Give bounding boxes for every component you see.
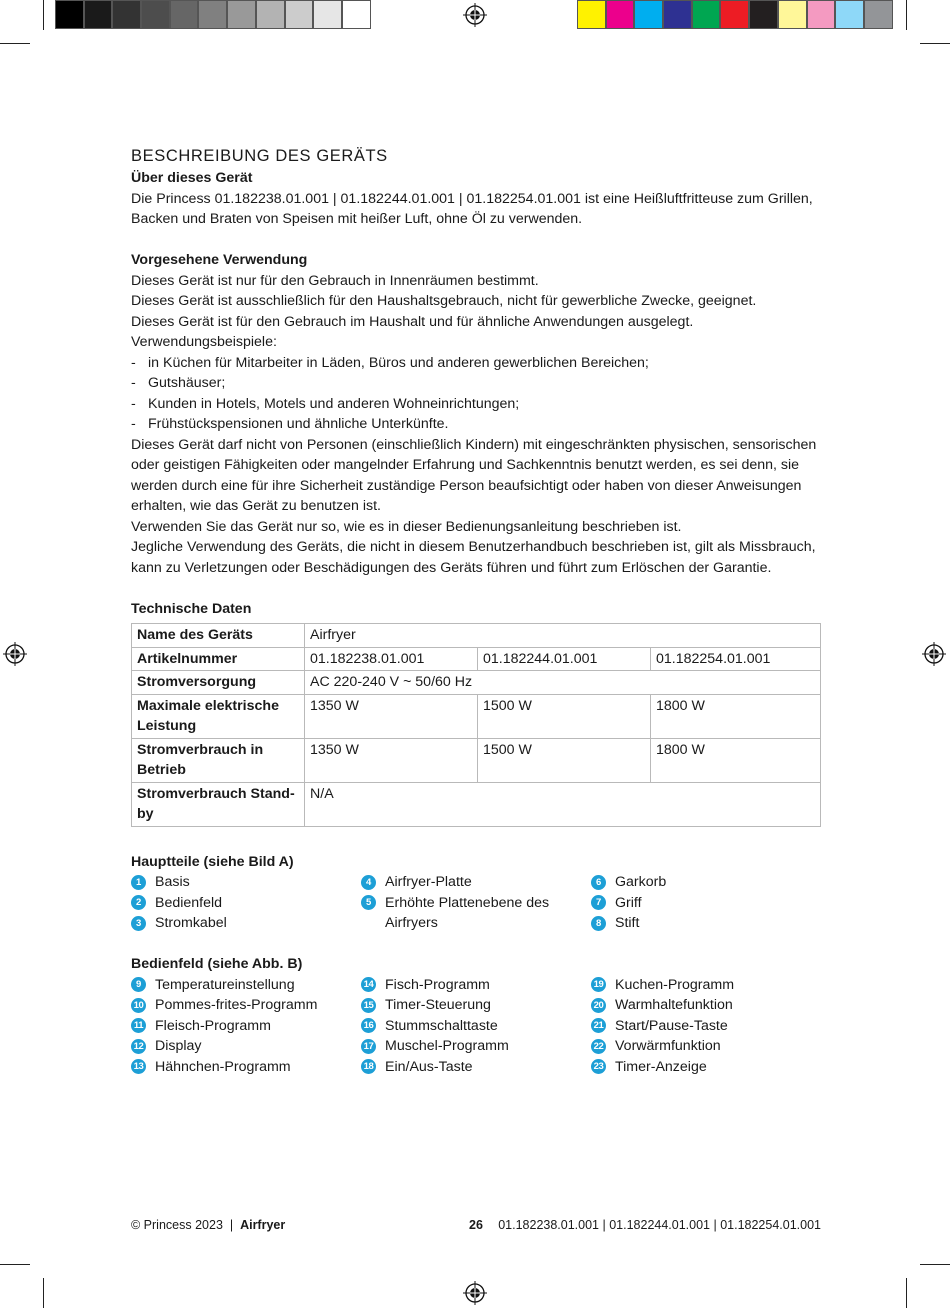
table-row	[132, 647, 821, 671]
table-cell: 1800 W	[651, 694, 821, 738]
table-cell-label: Stromversorgung	[132, 671, 305, 695]
crop-mark	[906, 0, 907, 30]
color-swatch	[606, 0, 635, 29]
table-cell-label: Artikelnummer	[132, 647, 305, 671]
number-badge-icon: 19	[591, 977, 606, 992]
registration-mark-icon	[463, 3, 487, 27]
list-item-label: Start/Pause-Taste	[615, 1017, 728, 1034]
list-item	[361, 1036, 591, 1057]
list-item	[591, 1057, 821, 1078]
table-cell: 1800 W	[651, 738, 821, 782]
list-item-label: Hähnchen-Programm	[155, 1058, 291, 1075]
list-item	[591, 893, 821, 914]
usage-line: Dieses Gerät ist ausschließlich für den Haushaltsgebrauch, nicht für gewerbliche Zwecke, geeignet.	[131, 293, 757, 309]
list-item	[131, 913, 361, 934]
parts-column	[591, 975, 821, 1078]
list-item-label: Pommes-frites-Programm	[155, 997, 318, 1013]
list-item	[131, 1016, 361, 1037]
color-swatch	[778, 0, 807, 29]
number-badge-icon: 5	[361, 895, 376, 910]
list-item	[131, 1057, 361, 1078]
registration-mark-icon	[463, 1281, 487, 1305]
list-item-label: Vorwärmfunktion	[615, 1038, 721, 1054]
list-item	[361, 995, 591, 1016]
table-cell: 1500 W	[478, 694, 651, 738]
color-swatch	[864, 0, 893, 29]
number-badge-icon: 3	[131, 916, 146, 931]
list-item-label: Bedienfeld	[155, 894, 223, 911]
footer-article-numbers: 01.182238.01.001 | 01.182244.01.001 | 01.182254.01.001	[498, 1218, 821, 1232]
number-badge-icon: 10	[131, 998, 146, 1013]
tech-heading: Technische Daten	[131, 600, 252, 617]
table-cell: N/A	[305, 782, 821, 826]
table-cell-label: Stromverbrauch Stand-by	[132, 782, 305, 826]
usage-heading: Vorgesehene Verwendung	[131, 252, 308, 268]
number-badge-icon: 4	[361, 875, 376, 890]
list-item-label: Warmhaltefunktion	[615, 997, 733, 1013]
color-swatch	[198, 0, 227, 29]
table-cell: 1500 W	[478, 738, 651, 782]
number-badge-icon: 11	[131, 1018, 146, 1033]
color-swatch	[692, 0, 721, 29]
usage-line: Verwendungsbeispiele:	[131, 334, 277, 350]
color-swatch	[313, 0, 342, 29]
color-swatch	[55, 0, 84, 29]
color-swatch	[285, 0, 314, 29]
list-item-label: Kuchen-Programm	[615, 976, 735, 993]
crop-mark	[43, 1278, 44, 1308]
color-swatch	[227, 0, 256, 29]
list-item	[361, 1016, 591, 1037]
main-parts-list	[131, 872, 821, 934]
table-row	[132, 782, 821, 826]
table-row	[132, 671, 821, 695]
usage-example: - Frühstückspensionen und ähnliche Unterkünfte.	[131, 416, 449, 432]
list-item	[591, 975, 821, 996]
number-badge-icon: 20	[591, 998, 606, 1013]
list-item	[591, 913, 821, 934]
list-item	[131, 893, 361, 914]
list-item	[591, 995, 821, 1016]
table-row	[132, 738, 821, 782]
number-badge-icon: 1	[131, 875, 146, 890]
table-cell: 1350 W	[305, 694, 478, 738]
number-badge-icon: 21	[591, 1018, 606, 1033]
registration-mark-icon	[3, 642, 27, 666]
parts-column	[131, 872, 361, 934]
color-swatch	[835, 0, 864, 29]
table-cell: 01.182244.01.001	[478, 647, 651, 671]
registration-mark-icon	[922, 642, 946, 666]
color-swatch	[634, 0, 663, 29]
list-item	[131, 1036, 361, 1057]
list-item-label: Fleisch-Programm	[155, 1017, 271, 1034]
list-item-label: Timer-Steuerung	[385, 997, 491, 1013]
color-swatch	[749, 0, 778, 29]
table-cell-label: Name des Geräts	[132, 624, 305, 648]
color-swatch	[807, 0, 836, 29]
parts-column	[361, 975, 591, 1078]
footer-copyright: © Princess 2023 | Airfryer	[131, 1218, 286, 1232]
number-badge-icon: 8	[591, 916, 606, 931]
number-badge-icon: 15	[361, 998, 376, 1013]
page-content	[131, 146, 821, 1077]
table-row	[132, 694, 821, 738]
list-item-label: Temperatureinstellung	[155, 976, 295, 993]
crop-mark	[0, 43, 30, 44]
color-swatch	[141, 0, 170, 29]
usage-example: - Gutshäuser;	[131, 375, 226, 391]
number-badge-icon: 18	[361, 1059, 376, 1074]
list-item	[131, 995, 361, 1016]
list-item	[361, 1057, 591, 1078]
list-item-label: Stift	[615, 915, 640, 931]
control-panel-list	[131, 975, 821, 1078]
list-item	[361, 893, 591, 934]
color-swatch	[342, 0, 371, 29]
table-cell: AC 220-240 V ~ 50/60 Hz	[305, 671, 821, 695]
number-badge-icon: 6	[591, 875, 606, 890]
list-item	[591, 872, 821, 893]
list-item	[131, 872, 361, 893]
number-badge-icon: 23	[591, 1059, 606, 1074]
list-item-label: Stromkabel	[155, 915, 227, 931]
table-row	[132, 624, 821, 648]
crop-mark	[920, 1264, 950, 1265]
grayscale-color-bar	[55, 0, 371, 29]
list-item-label: Erhöhte Plattenebene des Airfryers	[385, 894, 550, 931]
color-swatch	[663, 0, 692, 29]
table-cell: Airfryer	[305, 624, 821, 648]
list-item-label: Fisch-Programm	[385, 976, 490, 993]
usage-example: - in Küchen für Mitarbeiter in Läden, Büros und anderen gewerblichen Bereichen;	[131, 354, 649, 371]
section-title: BESCHREIBUNG DES GERÄTS	[131, 147, 388, 165]
list-item-label: Basis	[155, 874, 190, 890]
table-cell: 1350 W	[305, 738, 478, 782]
color-swatch	[256, 0, 285, 29]
usage-paragraph: Verwenden Sie das Gerät nur so, wie es in dieser Bedienungsanleitung beschrieben ist.	[131, 518, 682, 535]
list-item-label: Ein/Aus-Taste	[385, 1058, 473, 1075]
main-parts-heading: Hauptteile (siehe Bild A)	[131, 853, 294, 870]
table-cell-label: Maximale elektrische Leistung	[132, 694, 305, 738]
control-panel-heading: Bedienfeld (siehe Abb. B)	[131, 956, 303, 972]
list-item	[361, 975, 591, 996]
list-item-label: Garkorb	[615, 874, 667, 890]
about-heading: Über dieses Gerät	[131, 170, 253, 186]
number-badge-icon: 12	[131, 1039, 146, 1054]
crop-mark	[906, 1278, 907, 1308]
list-item	[131, 975, 361, 996]
color-swatch	[112, 0, 141, 29]
crop-mark	[0, 1264, 30, 1265]
number-badge-icon: 2	[131, 895, 146, 910]
number-badge-icon: 7	[591, 895, 606, 910]
list-item	[591, 1016, 821, 1037]
color-swatch	[720, 0, 749, 29]
number-badge-icon: 9	[131, 977, 146, 992]
page-number: 26	[469, 1218, 483, 1232]
parts-column	[591, 872, 821, 934]
list-item-label: Stummschalttaste	[385, 1017, 498, 1034]
usage-paragraph: Jegliche Verwendung des Geräts, die nicht in diesem Benutzerhandbuch beschrieben ist, gilt als Missbrauch, kann zu Verletzungen oder Beschädigungen des Geräts führen und führt zum Erlöschen der Garantie.	[131, 539, 816, 576]
number-badge-icon: 16	[361, 1018, 376, 1033]
color-swatch	[577, 0, 606, 29]
list-item-label: Muschel-Programm	[385, 1038, 509, 1054]
process-color-bar	[577, 0, 893, 29]
parts-column	[131, 975, 361, 1078]
number-badge-icon: 17	[361, 1039, 376, 1054]
number-badge-icon: 22	[591, 1039, 606, 1054]
usage-line: Dieses Gerät ist für den Gebrauch im Haushalt und für ähnliche Anwendungen ausgelegt.	[131, 313, 694, 330]
list-item-label: Griff	[615, 894, 642, 911]
number-badge-icon: 14	[361, 977, 376, 992]
usage-example: - Kunden in Hotels, Motels und anderen Wohneinrichtungen;	[131, 395, 520, 412]
usage-paragraph: Dieses Gerät darf nicht von Personen (einschließlich Kindern) mit eingeschränkten physischen, sensorischen oder geistigen Fähigkeiten oder mangelnder Erfahrung und Sachkenntnis benutzt werden, es sei denn, sie werden durch eine für ihre Sicherheit zuständige Person beaufsichtigt oder haben von dieser Anweisungen erhalten, wie das Gerät zu benutzen ist.	[131, 436, 817, 514]
crop-mark	[43, 0, 44, 30]
table-cell: 01.182238.01.001	[305, 647, 478, 671]
tech-specs-table	[131, 623, 821, 827]
table-cell: 01.182254.01.001	[651, 647, 821, 671]
usage-line: Dieses Gerät ist nur für den Gebrauch in Innenräumen bestimmt.	[131, 272, 539, 289]
list-item	[361, 872, 591, 893]
parts-column	[361, 872, 591, 934]
list-item-label: Display	[155, 1038, 202, 1054]
list-item	[591, 1036, 821, 1057]
table-cell-label: Stromverbrauch in Betrieb	[132, 738, 305, 782]
list-item-label: Airfryer-Platte	[385, 874, 472, 890]
color-swatch	[170, 0, 199, 29]
about-text: Die Princess 01.182238.01.001 | 01.182244.01.001 | 01.182254.01.001 ist eine Heißluftfritteuse zum Grillen, Backen und Braten von Speisen mit heißer Luft, ohne Öl zu verwenden.	[131, 190, 813, 227]
list-item-label: Timer-Anzeige	[615, 1058, 707, 1075]
number-badge-icon: 13	[131, 1059, 146, 1074]
color-swatch	[84, 0, 113, 29]
crop-mark	[920, 43, 950, 44]
